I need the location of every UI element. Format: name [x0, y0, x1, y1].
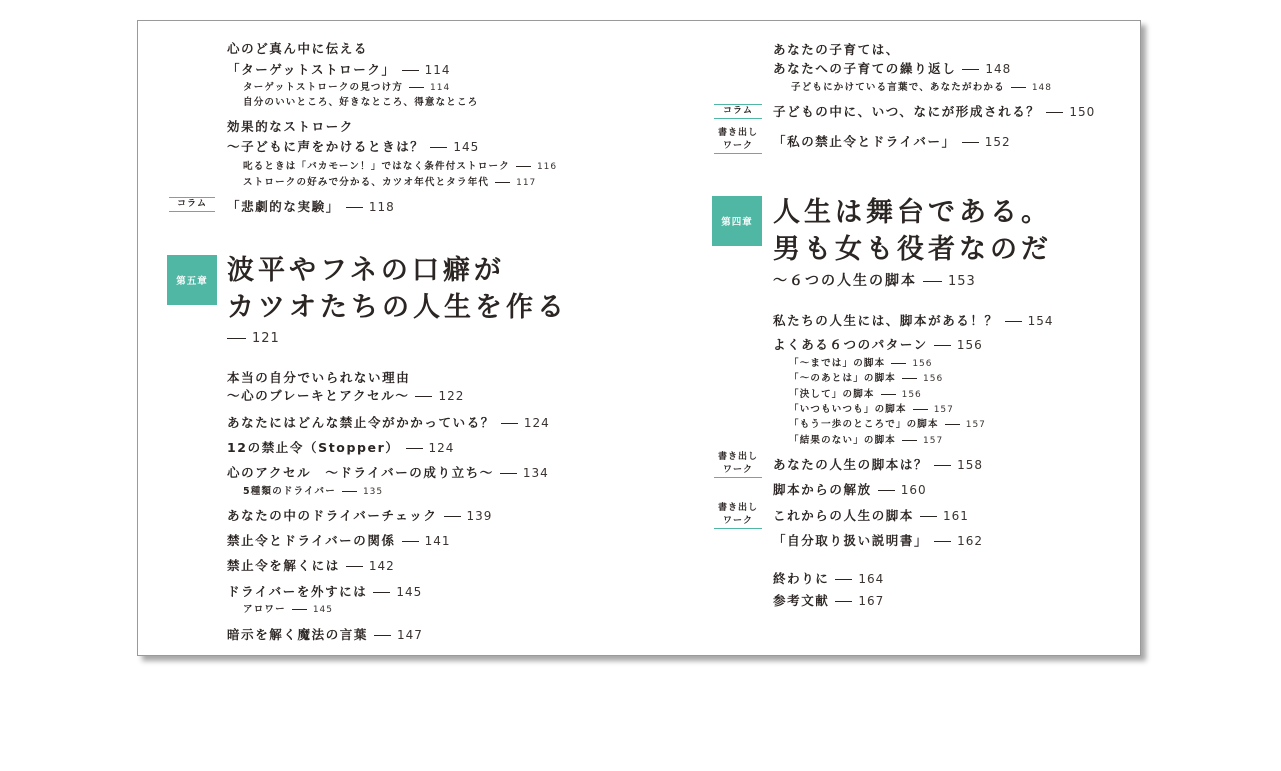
workbook-tag: 書き出し ワーク	[714, 127, 762, 154]
toc-entry: 暗示を解く魔法の言葉 147	[227, 627, 423, 642]
toc-subentry: 「～のあとは」の脚本 156	[789, 373, 944, 384]
toc-entry: ドライバーを外すには 145	[227, 584, 423, 599]
toc-entry: 12の禁止令（Stopper） 124	[227, 440, 455, 455]
workbook-tag: 書き出し ワーク	[714, 502, 762, 529]
chapter-badge: 第四章	[712, 196, 762, 246]
toc-subentry: ターゲットストロークの見つけ方 114	[243, 82, 451, 93]
chapter-title-line: 男も女も役者なのだ	[773, 234, 1052, 265]
toc-entry: あなたにはどんな禁止令がかかっている？ 124	[227, 415, 550, 430]
chapter-page: 121	[227, 331, 280, 345]
toc-subentry: 「～までは」の脚本 156	[789, 358, 933, 369]
chapter-title-line: 波平やフネの口癖が	[227, 255, 505, 286]
toc-subentry: 「結果のない」の脚本 157	[789, 435, 944, 446]
toc-entry: あなたの中のドライバーチェック 139	[227, 508, 493, 523]
toc-entry: ～心のブレーキとアクセル～ 122	[227, 388, 465, 403]
toc-subentry: 5種類のドライバー 135	[243, 486, 384, 497]
toc-entry: これからの人生の脚本 161	[773, 508, 969, 523]
toc-entry: 私たちの人生には、脚本がある！？ 154	[773, 313, 1054, 328]
toc-entry: 「悲劇的な実験」 118	[227, 199, 395, 214]
toc-subentry: 「決して」の脚本 156	[789, 389, 922, 400]
chapter-subtitle: ～６つの人生の脚本 153	[773, 273, 976, 289]
toc-subentry: 子どもにかけている言葉で、あなたがわかる 148	[791, 82, 1052, 93]
toc-entry: あなたへの子育ての繰り返し 148	[773, 61, 1012, 76]
toc-entry: 「私の禁止令とドライバー」 152	[773, 134, 1011, 149]
toc-entry: ～子どもに声をかけるときは？ 145	[227, 139, 480, 154]
toc-entry: 「自分取り扱い説明書」 162	[773, 533, 984, 548]
workbook-tag: 書き出し ワーク	[714, 451, 762, 478]
column-tag: コラム	[169, 197, 215, 212]
toc-entry: 本当の自分でいられない理由	[227, 370, 411, 385]
chapter-title-line: カツオたちの人生を作る	[227, 292, 568, 323]
column-tag: コラム	[714, 104, 762, 119]
toc-subentry: ストロークの好みで分かる、カツオ年代とタラ年代 117	[243, 177, 537, 188]
toc-subentry: アロワー 145	[243, 604, 333, 615]
toc-entry: 参考文献 167	[773, 593, 885, 608]
toc-entry: 終わりに 164	[773, 571, 885, 586]
chapter-title-line: 人生は舞台である。	[773, 197, 1052, 228]
toc-entry: あなたの人生の脚本は？ 158	[773, 457, 984, 472]
toc-subentry: 自分のいいところ、好きなところ、得意なところ	[243, 97, 479, 108]
toc-entry: 「ターゲットストローク」 114	[227, 62, 451, 77]
toc-subentry: 叱るときは「バカモーン！」ではなく条件付ストローク 116	[243, 161, 558, 172]
toc-entry: 効果的なストローク	[227, 119, 354, 134]
left-page	[138, 21, 639, 655]
toc-entry: よくある６つのパターン 156	[773, 337, 983, 352]
toc-entry: 禁止令を解くには 142	[227, 558, 395, 573]
chapter-badge: 第五章	[167, 255, 217, 305]
toc-subentry: 「いつもいつも」の脚本 157	[789, 404, 954, 415]
toc-subentry: 「もう一歩のところで」の脚本 157	[789, 419, 986, 430]
toc-entry: 子どもの中に、いつ、なにが形成される？ 150	[773, 104, 1096, 119]
book-spread	[137, 20, 1141, 656]
toc-entry: 禁止令とドライバーの関係 141	[227, 533, 451, 548]
toc-entry: 心のアクセル ～ドライバーの成り立ち～ 134	[227, 465, 549, 480]
toc-entry: 脚本からの解放 160	[773, 482, 927, 497]
toc-entry: あなたの子育ては、	[773, 42, 900, 57]
right-page	[639, 21, 1140, 655]
toc-entry: 心のど真ん中に伝える	[227, 41, 369, 56]
